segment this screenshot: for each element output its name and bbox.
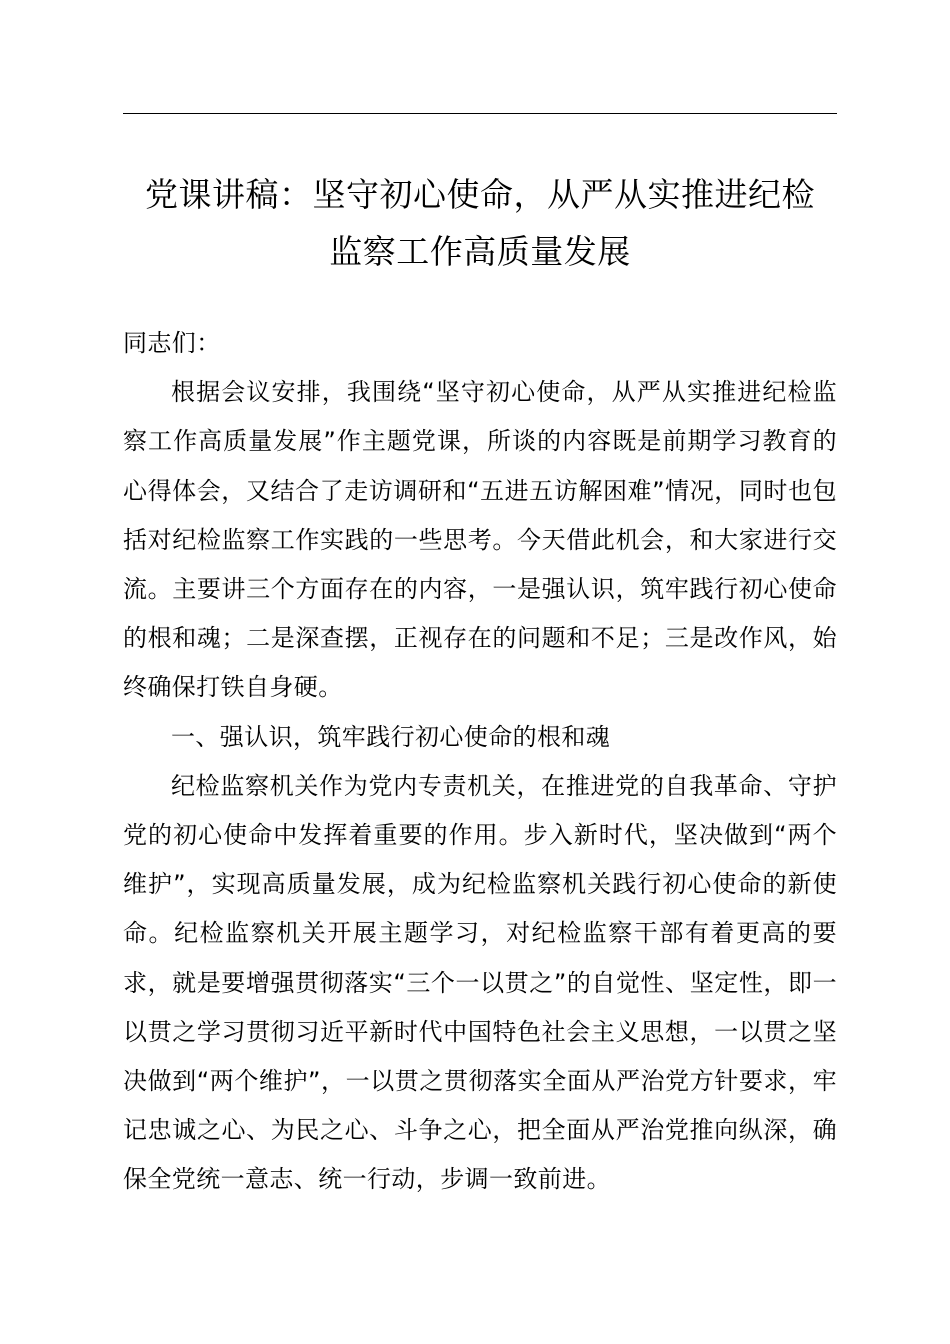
title-line-2: 监察工作高质量发展 bbox=[329, 232, 631, 271]
header-rule bbox=[123, 113, 837, 114]
paragraph-intro: 根据会议安排，我围绕“坚守初心使命，从严从实推进纪检监察工作高质量发展”作主题党课，所谈的内容既是前期学习教育的心得体会，又结合了走访调研和“五进五访解困难”情况，同时也包括对纪检监察工作实践的一些思考。今天借此机会，和大家进行交流。主要讲三个方面存在的内容，一是强认识，筑牢践行初心使命的根和魂；二是深查摆，正视存在的问题和不足；三是改作风，始终确保打铁自身硬。 bbox=[123, 378, 837, 702]
title-line-1: 党课讲稿：坚守初心使命，从严从实推进纪检 bbox=[145, 175, 815, 214]
document-title bbox=[123, 166, 837, 280]
paragraph-section-1: 纪检监察机关作为党内专责机关，在推进党的自我革命、守护党的初心使命中发挥着重要的作用。步入新时代，坚决做到“两个维护”，实现高质量发展，成为纪检监察机关践行初心使命的新使命。纪检监察机关开展主题学习，对纪检监察干部有着更高的要求，就是要增强贯彻落实“三个一以贯之”的自觉性、坚定性，即一以贯之学习贯彻习近平新时代中国特色社会主义思想，一以贯之坚决做到“两个维护”，一以贯之贯彻落实全面从严治党方针要求，牢记忠诚之心、为民之心、斗争之心，把全面从严治党推向纵深，确保全党统一意志、统一行动，步调一致前进。 bbox=[123, 771, 837, 1194]
document-body bbox=[123, 319, 837, 1205]
salutation: 同志们： bbox=[123, 329, 221, 357]
section-heading-1: 一、强认识，筑牢践行初心使命的根和魂 bbox=[171, 722, 611, 751]
